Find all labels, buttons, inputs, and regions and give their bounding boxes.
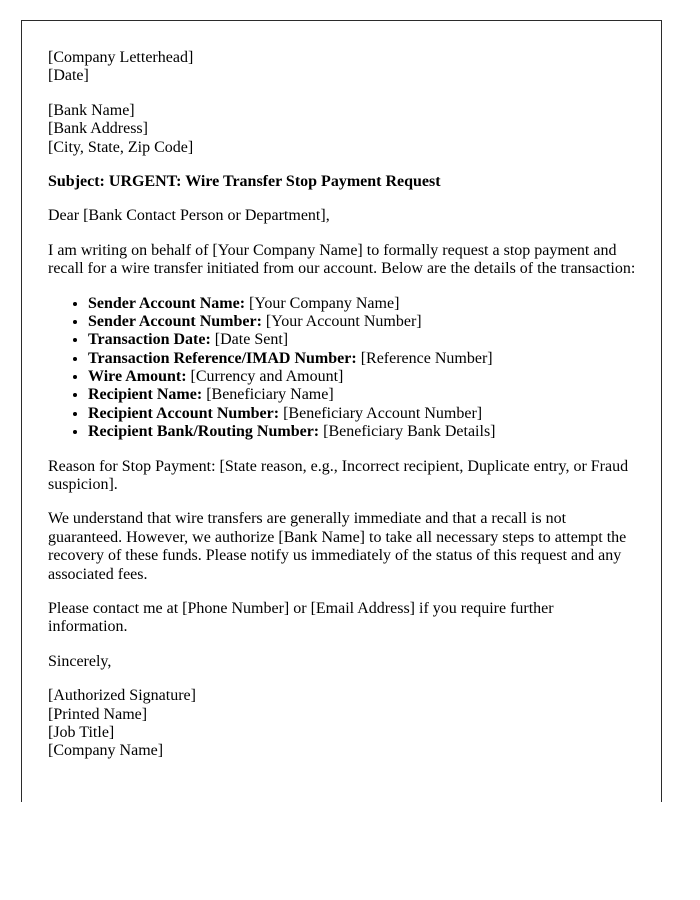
- detail-value: [Your Account Number]: [265, 312, 422, 330]
- printed-name: [Printed Name]: [48, 705, 148, 723]
- contact-paragraph: Please contact me at [Phone Number] or [Email Address] if you require further information.: [48, 599, 554, 636]
- detail-label: Sender Account Name:: [88, 294, 246, 312]
- subject-line: Subject: URGENT: Wire Transfer Stop Payment Request: [48, 172, 441, 190]
- detail-value: [Reference Number]: [360, 349, 493, 367]
- detail-value: [Your Company Name]: [249, 294, 400, 312]
- salutation: Dear [Bank Contact Person or Department],: [48, 207, 330, 225]
- intro-paragraph: I am writing on behalf of [Your Company Name] to formally request a stop payment and recall for a wire transfer initiated from our account. Below are the details of the transaction:: [48, 241, 636, 278]
- detail-label: Recipient Bank/Routing Number:: [88, 423, 320, 441]
- bank-city-state-zip: [City, State, Zip Code]: [48, 138, 194, 156]
- detail-recipient-name: [88, 386, 637, 404]
- detail-label: Recipient Account Number:: [88, 404, 280, 422]
- detail-label: Recipient Name:: [88, 386, 203, 404]
- detail-label: Transaction Reference/IMAD Number:: [88, 349, 357, 367]
- signature-block: [48, 687, 637, 761]
- authorized-signature: [Authorized Signature]: [48, 687, 196, 705]
- bank-address: [Bank Address]: [48, 120, 148, 138]
- detail-transaction-reference: [88, 350, 637, 368]
- bank-name: [Bank Name]: [48, 101, 135, 119]
- detail-sender-account-name: [88, 295, 637, 313]
- bank-address-block: [48, 102, 637, 157]
- company-name: [Company Name]: [48, 742, 164, 760]
- closing: Sincerely,: [48, 652, 112, 670]
- transaction-details-list: [48, 295, 637, 442]
- letter-page: [21, 20, 662, 802]
- reason-paragraph: Reason for Stop Payment: [State reason, e.g., Incorrect recipient, Duplicate entry, or Fraud suspicion].: [48, 457, 629, 494]
- detail-value: [Beneficiary Account Number]: [283, 404, 483, 422]
- detail-value: [Currency and Amount]: [190, 368, 344, 386]
- detail-label: Sender Account Number:: [88, 312, 262, 330]
- detail-value: [Beneficiary Bank Details]: [323, 423, 496, 441]
- job-title: [Job Title]: [48, 723, 115, 741]
- detail-sender-account-number: [88, 313, 637, 331]
- company-letterhead: [Company Letterhead]: [48, 49, 194, 66]
- detail-label: Transaction Date:: [88, 331, 211, 349]
- letterhead-block: [48, 49, 637, 86]
- detail-recipient-account-number: [88, 405, 637, 423]
- letter-date: [Date]: [48, 67, 89, 85]
- detail-value: [Beneficiary Name]: [206, 386, 334, 404]
- detail-label: Wire Amount:: [88, 368, 187, 386]
- detail-transaction-date: [88, 331, 637, 349]
- detail-recipient-bank-routing: [88, 423, 637, 441]
- detail-value: [Date Sent]: [214, 331, 289, 349]
- authorization-paragraph: We understand that wire transfers are generally immediate and that a recall is not guaranteed. However, we authorize [Bank Name] to take all necessary steps to attempt the recovery of these funds. Please notify us immediately of the status of this request and any associated fees.: [48, 510, 627, 583]
- detail-wire-amount: [88, 368, 637, 386]
